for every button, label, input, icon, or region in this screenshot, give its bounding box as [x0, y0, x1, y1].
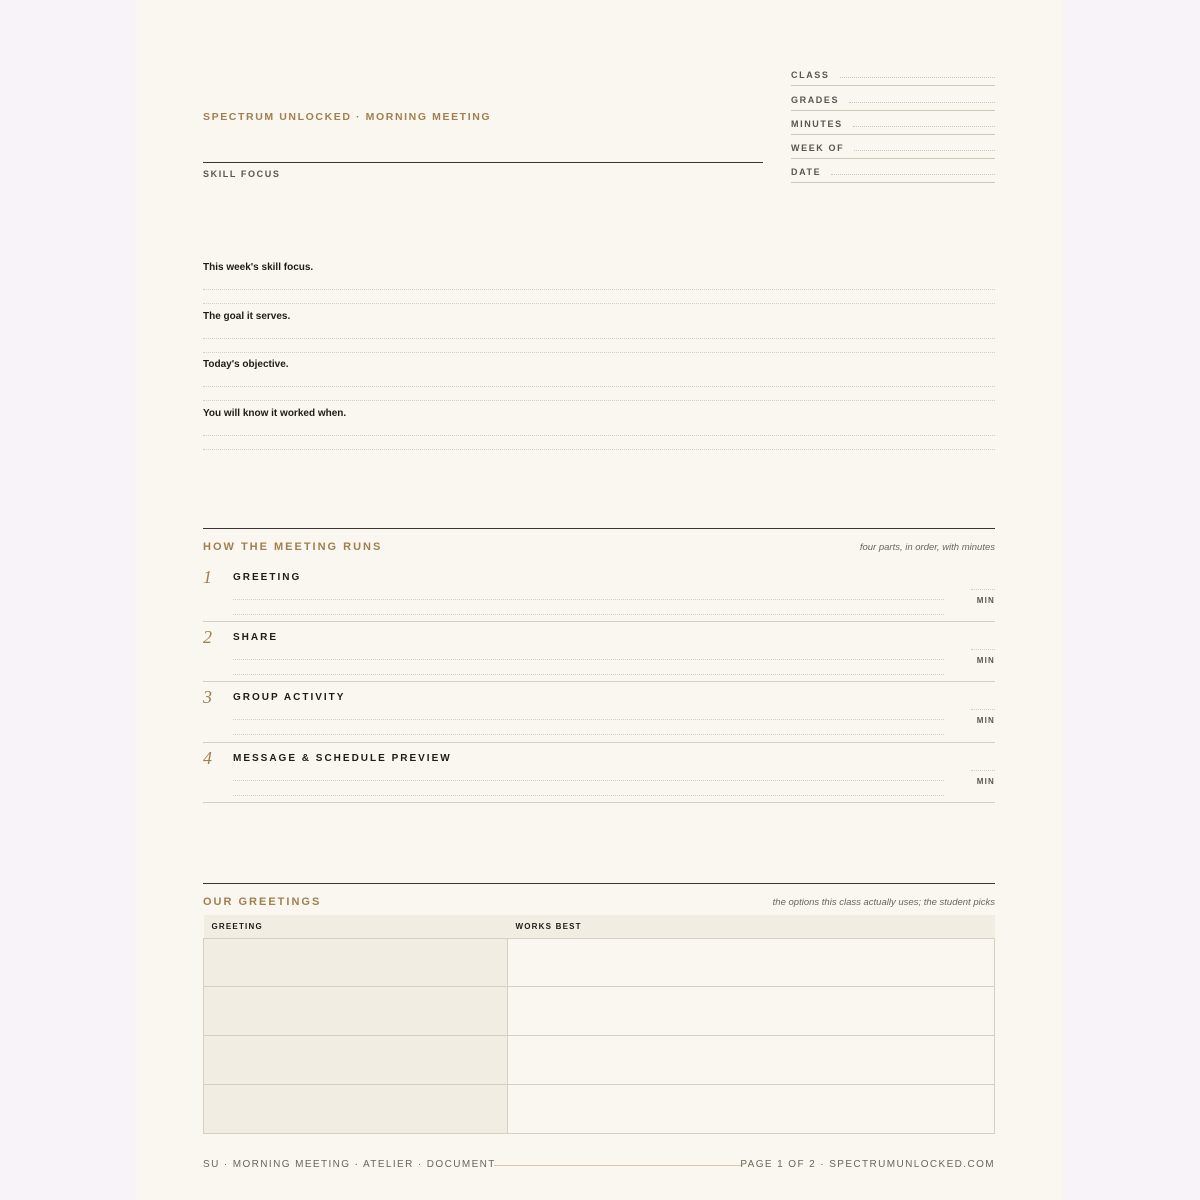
column-header-works-best: WORKS BEST — [508, 915, 995, 938]
prompt-goal[interactable] — [203, 304, 995, 353]
meta-field-minutes[interactable] — [791, 111, 995, 135]
document-page — [136, 0, 1063, 1200]
greeting-cell[interactable] — [204, 938, 508, 987]
min-label: MIN — [976, 596, 995, 605]
greeting-cell[interactable] — [204, 1036, 508, 1085]
step-name: GREETING — [233, 572, 302, 583]
prompt-text: The goal it serves. — [203, 310, 291, 322]
meta-label: MINUTES — [791, 118, 843, 129]
prompt-objective[interactable] — [203, 352, 995, 401]
greetings-section-note: the options this class actually uses; the student picks — [772, 897, 995, 908]
step-number: 2 — [203, 627, 212, 648]
step-share[interactable] — [203, 622, 995, 682]
greeting-cell[interactable] — [204, 987, 508, 1036]
meta-label: WEEK OF — [791, 143, 845, 154]
step-message-schedule[interactable] — [203, 743, 995, 803]
meta-label: CLASS — [791, 70, 830, 81]
step-number: 3 — [203, 687, 212, 708]
table-row — [204, 938, 995, 987]
meta-label: GRADES — [791, 94, 840, 105]
footer-divider — [494, 1165, 742, 1166]
step-greeting[interactable] — [203, 562, 995, 622]
meta-field-class[interactable] — [791, 62, 995, 86]
min-label: MIN — [976, 776, 995, 786]
step-name: MESSAGE & SCHEDULE PREVIEW — [233, 752, 452, 764]
works-best-cell[interactable] — [508, 1036, 995, 1085]
minutes-field[interactable] — [971, 770, 995, 771]
prompt-skill-focus[interactable] — [203, 255, 995, 304]
skill-focus-label: SKILL FOCUS — [203, 169, 281, 179]
minutes-field[interactable] — [971, 649, 995, 650]
step-group-activity[interactable] — [203, 682, 995, 742]
minutes-field[interactable] — [971, 589, 995, 590]
step-name: SHARE — [233, 632, 279, 644]
works-best-cell[interactable] — [508, 938, 995, 987]
prompt-text: You will know it worked when. — [203, 407, 347, 419]
meeting-section-note: four parts, in order, with minutes — [859, 542, 995, 553]
min-label: MIN — [976, 716, 995, 726]
prompt-text: This week's skill focus. — [203, 262, 314, 273]
greeting-cell[interactable] — [204, 1084, 508, 1133]
meta-field-week-of[interactable] — [791, 135, 995, 159]
meeting-section-title: HOW THE MEETING RUNS — [203, 541, 383, 553]
greetings-table — [203, 915, 995, 1134]
prompt-success-criteria[interactable] — [203, 401, 995, 450]
table-row — [204, 987, 995, 1036]
minutes-field[interactable] — [971, 709, 995, 710]
greetings-section-title: OUR GREETINGS — [203, 896, 322, 908]
meta-fields — [791, 62, 995, 183]
section-divider — [203, 883, 995, 884]
brand-title: SPECTRUM UNLOCKED · MORNING MEETING — [203, 111, 492, 123]
column-header-greeting: GREETING — [204, 915, 508, 938]
step-name: GROUP ACTIVITY — [233, 692, 346, 704]
works-best-cell[interactable] — [508, 1084, 995, 1133]
skill-focus-line[interactable] — [203, 162, 763, 163]
meta-field-grades[interactable] — [791, 86, 995, 110]
step-number: 4 — [203, 747, 212, 768]
prompt-text: Today's objective. — [203, 359, 289, 371]
section-divider — [203, 528, 995, 529]
footer-left: SU · MORNING MEETING · ATELIER · DOCUMENT — [203, 1159, 496, 1170]
table-row — [204, 1084, 995, 1133]
meta-field-date[interactable] — [791, 159, 995, 183]
meeting-steps — [203, 562, 995, 803]
min-label: MIN — [976, 656, 995, 666]
skill-prompts — [203, 255, 995, 449]
table-row — [204, 1036, 995, 1085]
step-number: 1 — [203, 567, 212, 587]
meta-label: DATE — [791, 167, 822, 178]
footer-right: PAGE 1 OF 2 · SPECTRUMUNLOCKED.COM — [740, 1159, 995, 1170]
works-best-cell[interactable] — [508, 987, 995, 1036]
